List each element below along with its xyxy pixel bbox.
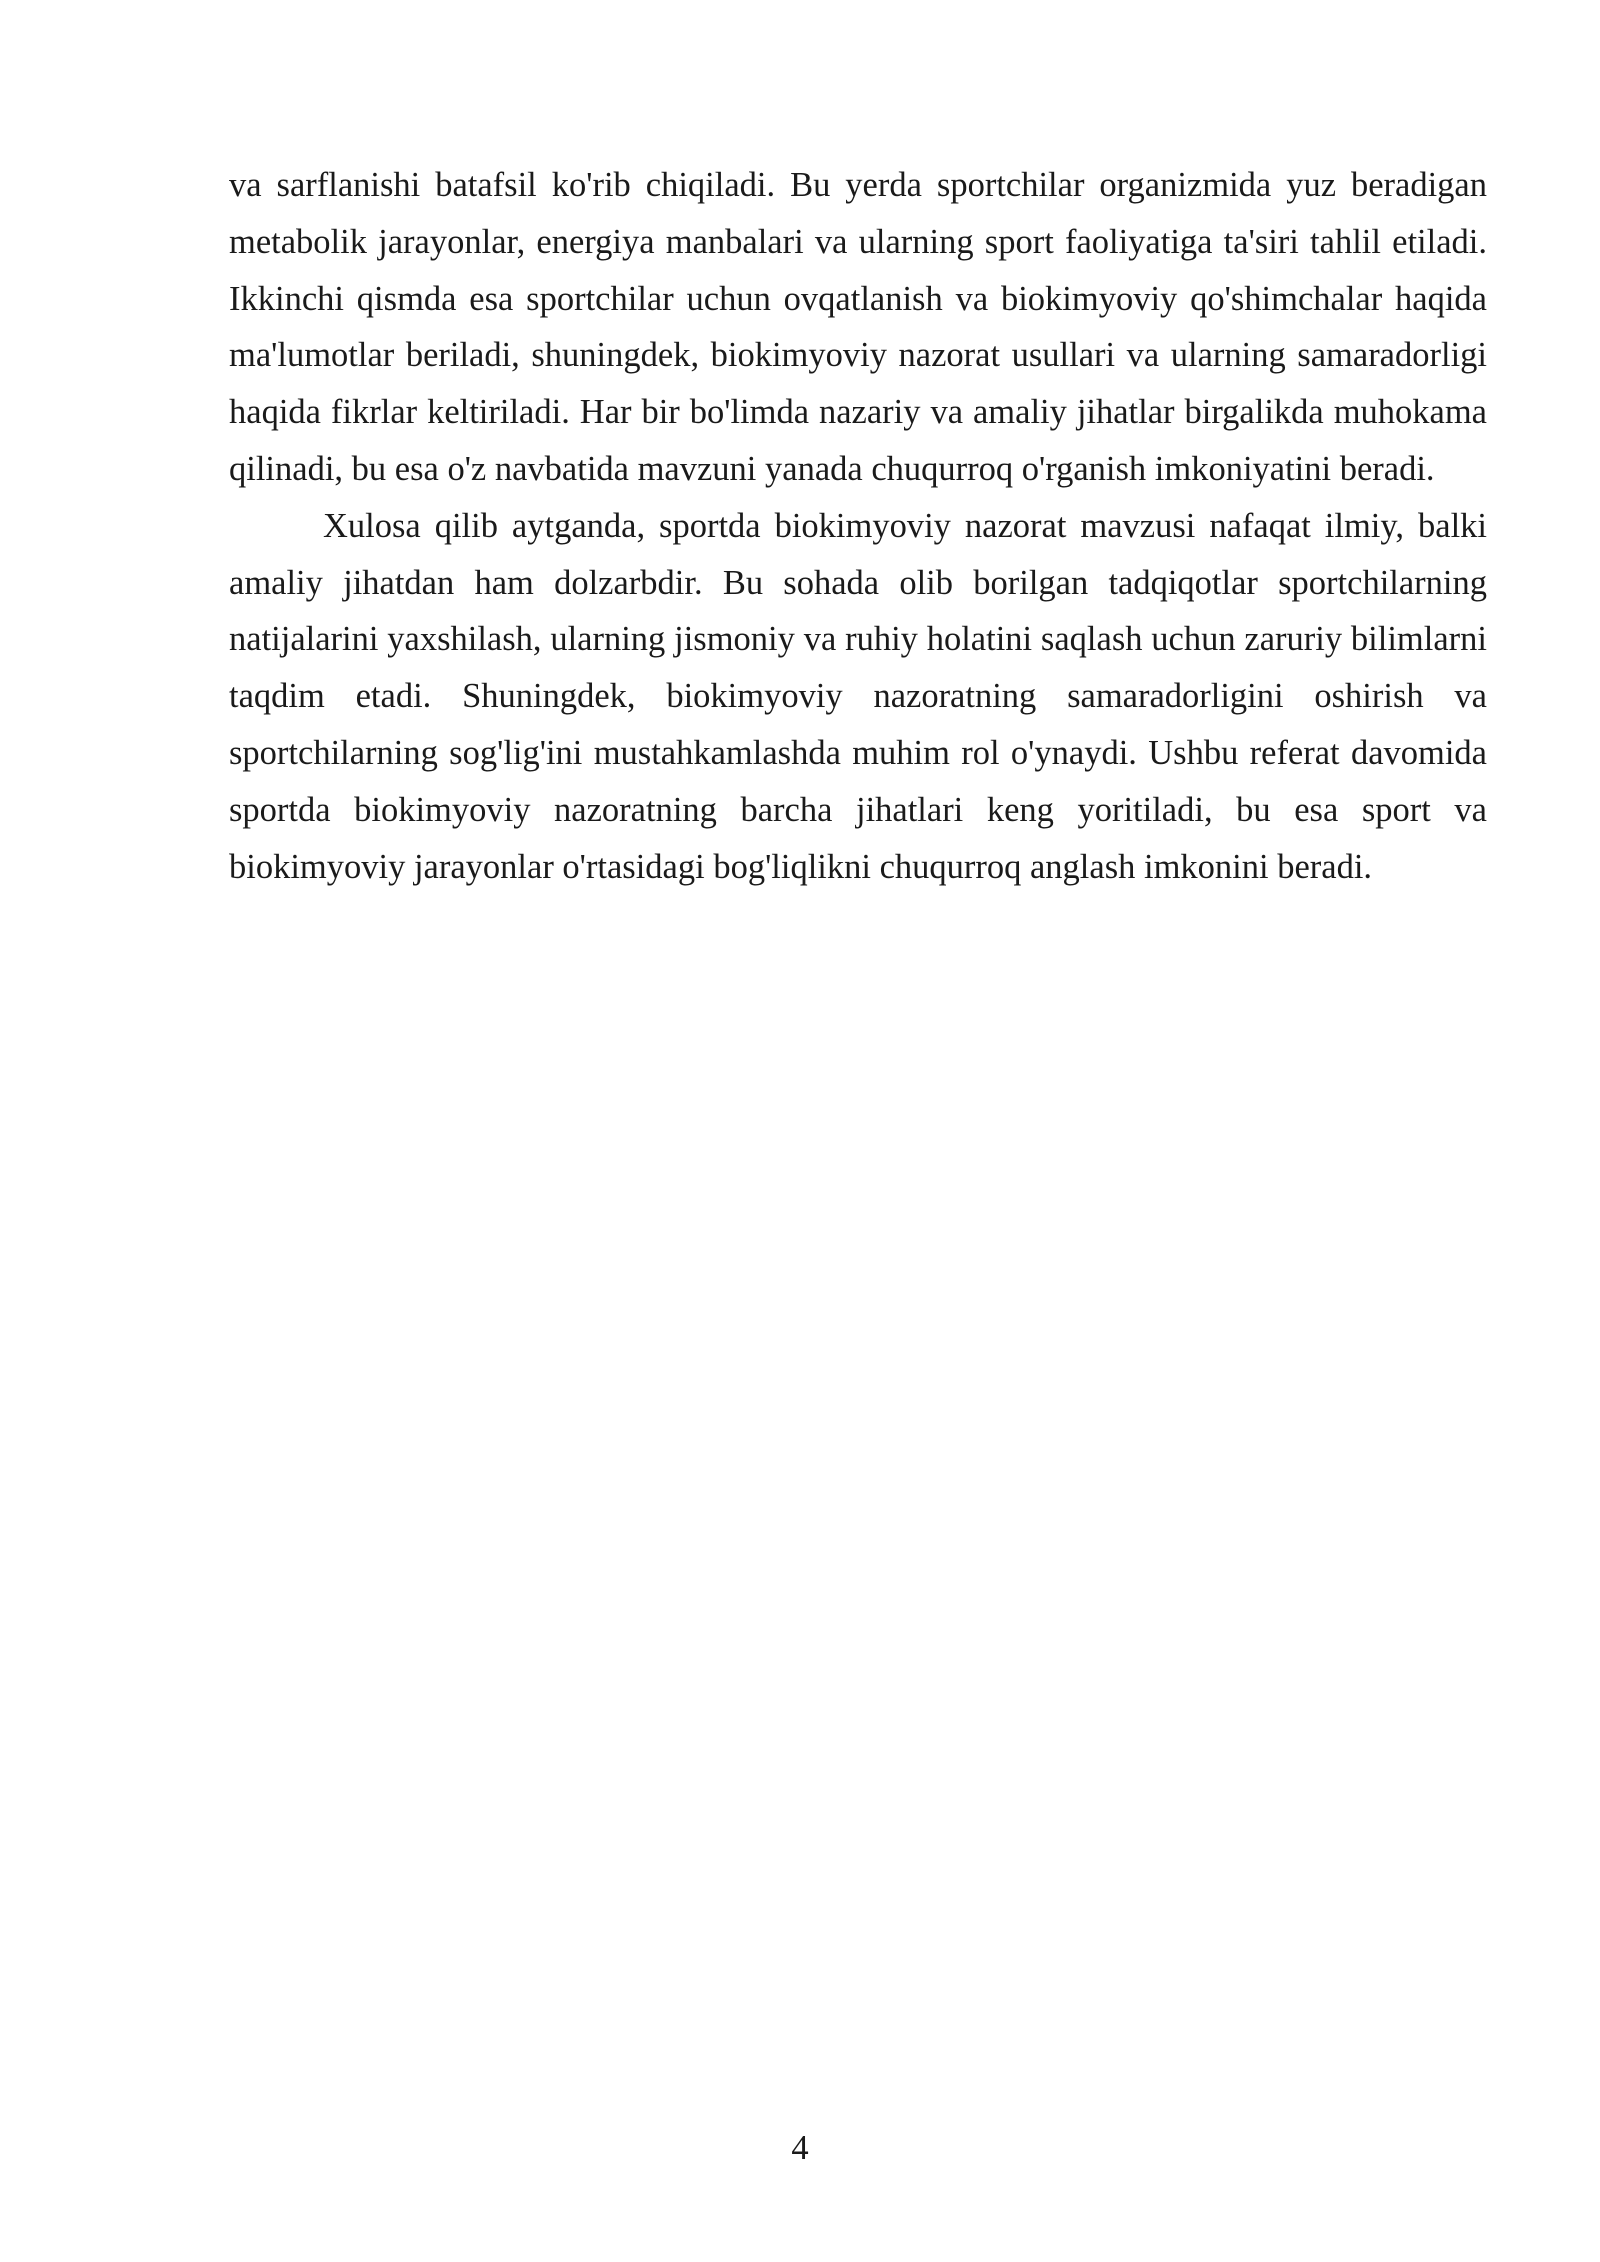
page-number: 4 <box>791 2129 809 2167</box>
body-text <box>229 157 1487 895</box>
paragraph-continuation: va sarflanishi batafsil ko'rib chiqiladi. Bu yerda sportchilar organizmida yuz beradigan metabolik jarayonlar, energiya manbalari va ularning sport faoliyatiga ta'siri tahlil etiladi. Ikkinchi qismda esa sportchilar uchun ovqatlanish va biokimyoviy qo'shimchalar haqida ma'lumotlar beriladi, shuningdek, biokimyoviy nazorat usullari va ularning samaradorligi haqida fikrlar keltiriladi. Har bir bo'limda nazariy va amaliy jihatlar birgalikda muhokama qilinadi, bu esa o'z navbatida mavzuni yanada chuqurroq o'rganish imkoniyatini beradi. <box>229 166 1487 488</box>
paragraph-conclusion: Xulosa qilib aytganda, sportda biokimyoviy nazorat mavzusi nafaqat ilmiy, balki amaliy jihatdan ham dolzarbdir. Bu sohada olib borilgan tadqiqotlar sportchilarning natijalarini yaxshilash, ularning jismoniy va ruhiy holatini saqlash uchun zaruriy bilimlarni taqdim etadi. Shuningdek, biokimyoviy nazoratning samaradorligini oshirish va sportchilarning sog'lig'ini mustahkamlashda muhim rol o'ynaydi. Ushbu referat davomida sportda biokimyoviy nazoratning barcha jihatlari keng yoritiladi, bu esa sport va biokimyoviy jarayonlar o'rtasidagi bog'liqlikni chuqurroq anglash imkonini beradi. <box>229 506 1487 886</box>
